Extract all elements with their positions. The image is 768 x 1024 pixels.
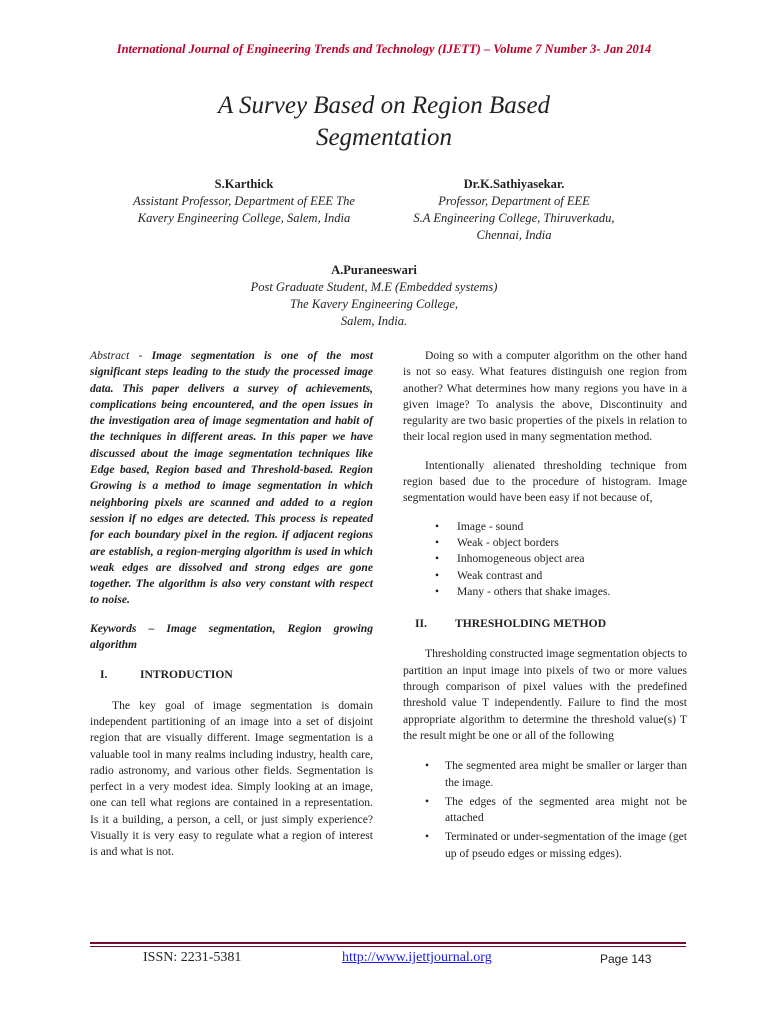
list-item: • Weak - object borders [435,535,559,549]
thresholding-list [403,758,687,862]
right-paragraph-2: Intentionally alienated thresholding technique from region based due to the procedure of histogram. Image segmentation would have been easy if not because of, [403,458,687,505]
author-2-aff-1: Professor, Department of EEE [438,194,590,208]
thresholding-paragraph: Thresholding constructed image segmentation objects to partition an input image into pixels of two or more values through comparison of pixel values with the predefined threshold value T independently. Failure to find the most appropriate algorithm to determine the threshold value(s) T the result might be one or all of the following [403,647,687,742]
author-3-aff-2: The Kavery Engineering College, [289,297,459,311]
page-footer [0,950,768,970]
author-1-aff-1: Assistant Professor, Department of EEE The [133,194,355,208]
paper-title [0,90,768,154]
author-1-name: S.Karthick [214,177,274,191]
title-line-1: A Survey Based on Region Based [217,92,551,119]
section-1-heading [90,667,373,683]
author-3 [224,262,524,330]
keywords: Keywords – Image segmentation, Region growing algorithm [90,621,373,652]
section-1-title: INTRODUCTION [140,668,233,682]
issn-label: ISSN: 2231-5381 [143,950,242,965]
author-3-aff-1: Post Graduate Student, M.E (Embedded systems) [250,280,498,294]
section-1-number: I. [100,668,108,682]
list-item: • Inhomogeneous object area [435,552,585,566]
author-2-aff-3: Chennai, India [476,228,552,242]
journal-link[interactable]: http://www.ijettjournal.org [342,950,492,965]
right-paragraph-1: Doing so with a computer algorithm on the other hand is not so easy. What features distinguish one region from another? What determines how many regions you have in a given image? To analysis the above, Discontinuity and regularity are two basic properties of the pixels in relation to their local region used in many segmentation method. [403,349,687,444]
abstract-lead: Abstract - [90,349,152,362]
author-1 [118,176,370,227]
section-2-title: THRESHOLDING METHOD [455,617,607,631]
list-item: • Terminated or under-segmentation of the image (get up of pseudo edges or missing edges). [425,830,687,860]
intro-paragraph: The key goal of image segmentation is domain independent partitioning of an image into a set of disjoint region that are visually different. Image segmentation is a valuable tool in many realms including industry, health care, radio astronomy, and various other fields. Segmentation is perfect in a very modest idea. Simply looking at an image, one can tell what regions are contained in a representation. Is it a building, a person, a cell, or just simply experience? Visually it is very easy to regulate what a region of interest is and what is not. [90,698,373,859]
author-3-aff-3: Salem, India. [340,314,408,328]
page-number: Page 143 [600,952,652,966]
title-line-2: Segmentation [315,124,453,151]
author-1-aff-2: Kavery Engineering College, Salem, India [137,211,351,225]
problem-list [403,519,687,600]
list-item: • The edges of the segmented area might not be attached [425,794,687,825]
author-3-name: A.Puraneeswari [331,263,417,277]
list-item: • The segmented area might be smaller or larger than the image. [425,759,687,789]
author-2-name: Dr.K.Sathiyasekar. [463,177,565,191]
list-item: • Image - sound [435,519,524,533]
section-2-number: II. [415,617,427,631]
author-2-aff-2: S.A Engineering College, Thiruverkadu, [413,211,615,225]
journal-header: International Journal of Engineering Trends and Technology (IJETT) – Volume 7 Number 3- Jan 2014 [116,42,652,56]
section-2-heading [403,616,687,632]
footer-rule-thin [90,946,686,947]
right-column [403,348,687,865]
footer-rule-thick [90,942,686,944]
author-2 [398,176,630,244]
left-column [90,348,373,861]
abstract [90,348,373,609]
list-item: • Many - others that shake images. [435,584,611,598]
list-item: • Weak contrast and [435,568,543,582]
abstract-text: Image segmentation is one of the most significant steps leading to the study the processed image data. This paper delivers a survey of achievements, complications being encountered, and the open issues in the investigation area of image segmentation and habit of the techniques in different areas. In this paper we have discussed about the image segmentation techniques like Edge based, Region based and Threshold-based. Region Growing is a method to image segmentation in which neighboring pixels are scanned and added to a region session if no edges are detected. This process is repeated for each boundary pixel in the region. if adjacent regions are establish, a region-merging algorithm is used in which weak edges are dissolved and strong edges are gone together. The algorithm is also very constant with respect to noise. [90,349,373,607]
